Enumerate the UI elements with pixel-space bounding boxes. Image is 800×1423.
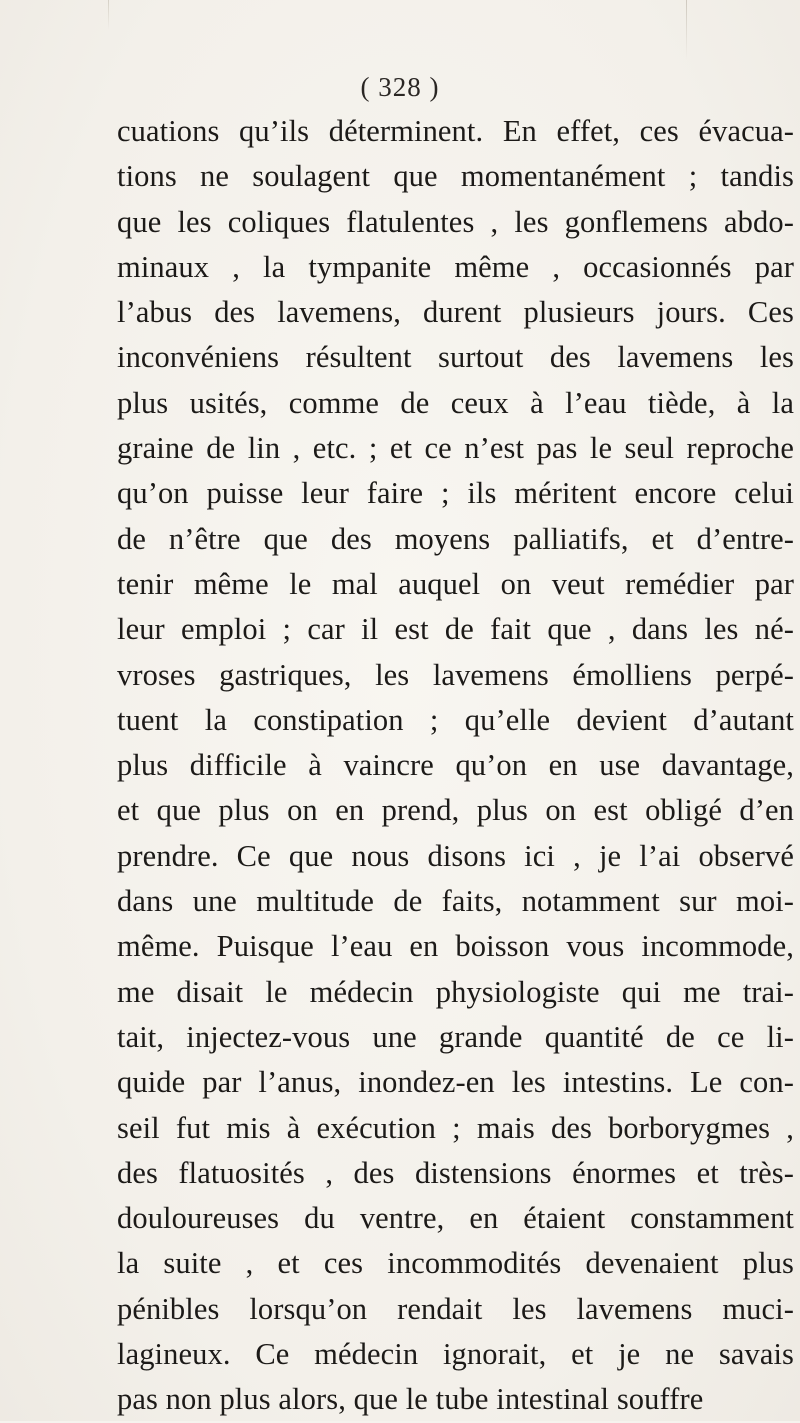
- text-line: de n’être que des moyens palliatifs, et d’entre-: [117, 521, 794, 556]
- text-line: plus difficile à vaincre qu’on en use davantage,: [117, 748, 794, 783]
- text-line: plus usités, comme de ceux à l’eau tiède, à la: [117, 385, 794, 420]
- paper-crease-mark: [686, 0, 687, 60]
- text-line: pas non plus alors, que le tube intestinal souffre: [117, 1382, 704, 1417]
- text-line: seil fut mis à exécution ; mais des borborygmes ,: [117, 1110, 794, 1145]
- text-line: tuent la constipation ; qu’elle devient d’autant: [117, 702, 794, 737]
- text-line: et que plus on en prend, plus on est obligé d’en: [117, 793, 794, 828]
- text-line: me disait le médecin physiologiste qui me trai-: [117, 974, 794, 1009]
- text-line: lagineux. Ce médecin ignorait, et je ne savais: [117, 1337, 794, 1372]
- text-line: cuations qu’ils déterminent. En effet, ces évacua-: [117, 114, 794, 148]
- text-line: tenir même le mal auquel on veut remédier par: [117, 566, 794, 601]
- text-line: tions ne soulagent que momentanément ; tandis: [117, 159, 794, 194]
- text-line: même. Puisque l’eau en boisson vous incommode,: [117, 929, 794, 964]
- text-line: la suite , et ces incommodités devenaient plus: [117, 1246, 794, 1281]
- text-line: dans une multitude de faits, notamment sur moi-: [117, 884, 794, 919]
- text-line: vroses gastriques, les lavemens émolliens perpé-: [117, 657, 794, 692]
- text-line: des flatuosités , des distensions énormes et très-: [117, 1155, 794, 1190]
- body-text: [117, 109, 797, 1423]
- text-line: que les coliques flatulentes , les gonflemens abdo-: [117, 204, 794, 239]
- text-line: prendre. Ce que nous disons ici , je l’ai observé: [117, 838, 794, 873]
- text-line: leur emploi ; car il est de fait que , dans les né-: [117, 612, 794, 647]
- text-line: inconvéniens résultent surtout des lavemens les: [117, 340, 794, 375]
- text-line: quide par l’anus, inondez-en les intestins. Le con-: [117, 1065, 794, 1100]
- text-line: graine de lin , etc. ; et ce n’est pas le seul reproche: [117, 431, 794, 466]
- text-line: tait, injectez-vous une grande quantité de ce li-: [117, 1019, 794, 1054]
- text-line: pénibles lorsqu’on rendait les lavemens muci-: [117, 1291, 794, 1326]
- text-line: minaux , la tympanite même , occasionnés par: [117, 249, 794, 284]
- paper-crease-mark: [108, 0, 109, 30]
- text-line: qu’on puisse leur faire ; ils méritent encore celui: [117, 476, 794, 511]
- text-line: douloureuses du ventre, en étaient constamment: [117, 1201, 794, 1236]
- text-line: l’abus des lavemens, durent plusieurs jours. Ces: [117, 295, 794, 330]
- page-number: ( 328 ): [360, 72, 440, 102]
